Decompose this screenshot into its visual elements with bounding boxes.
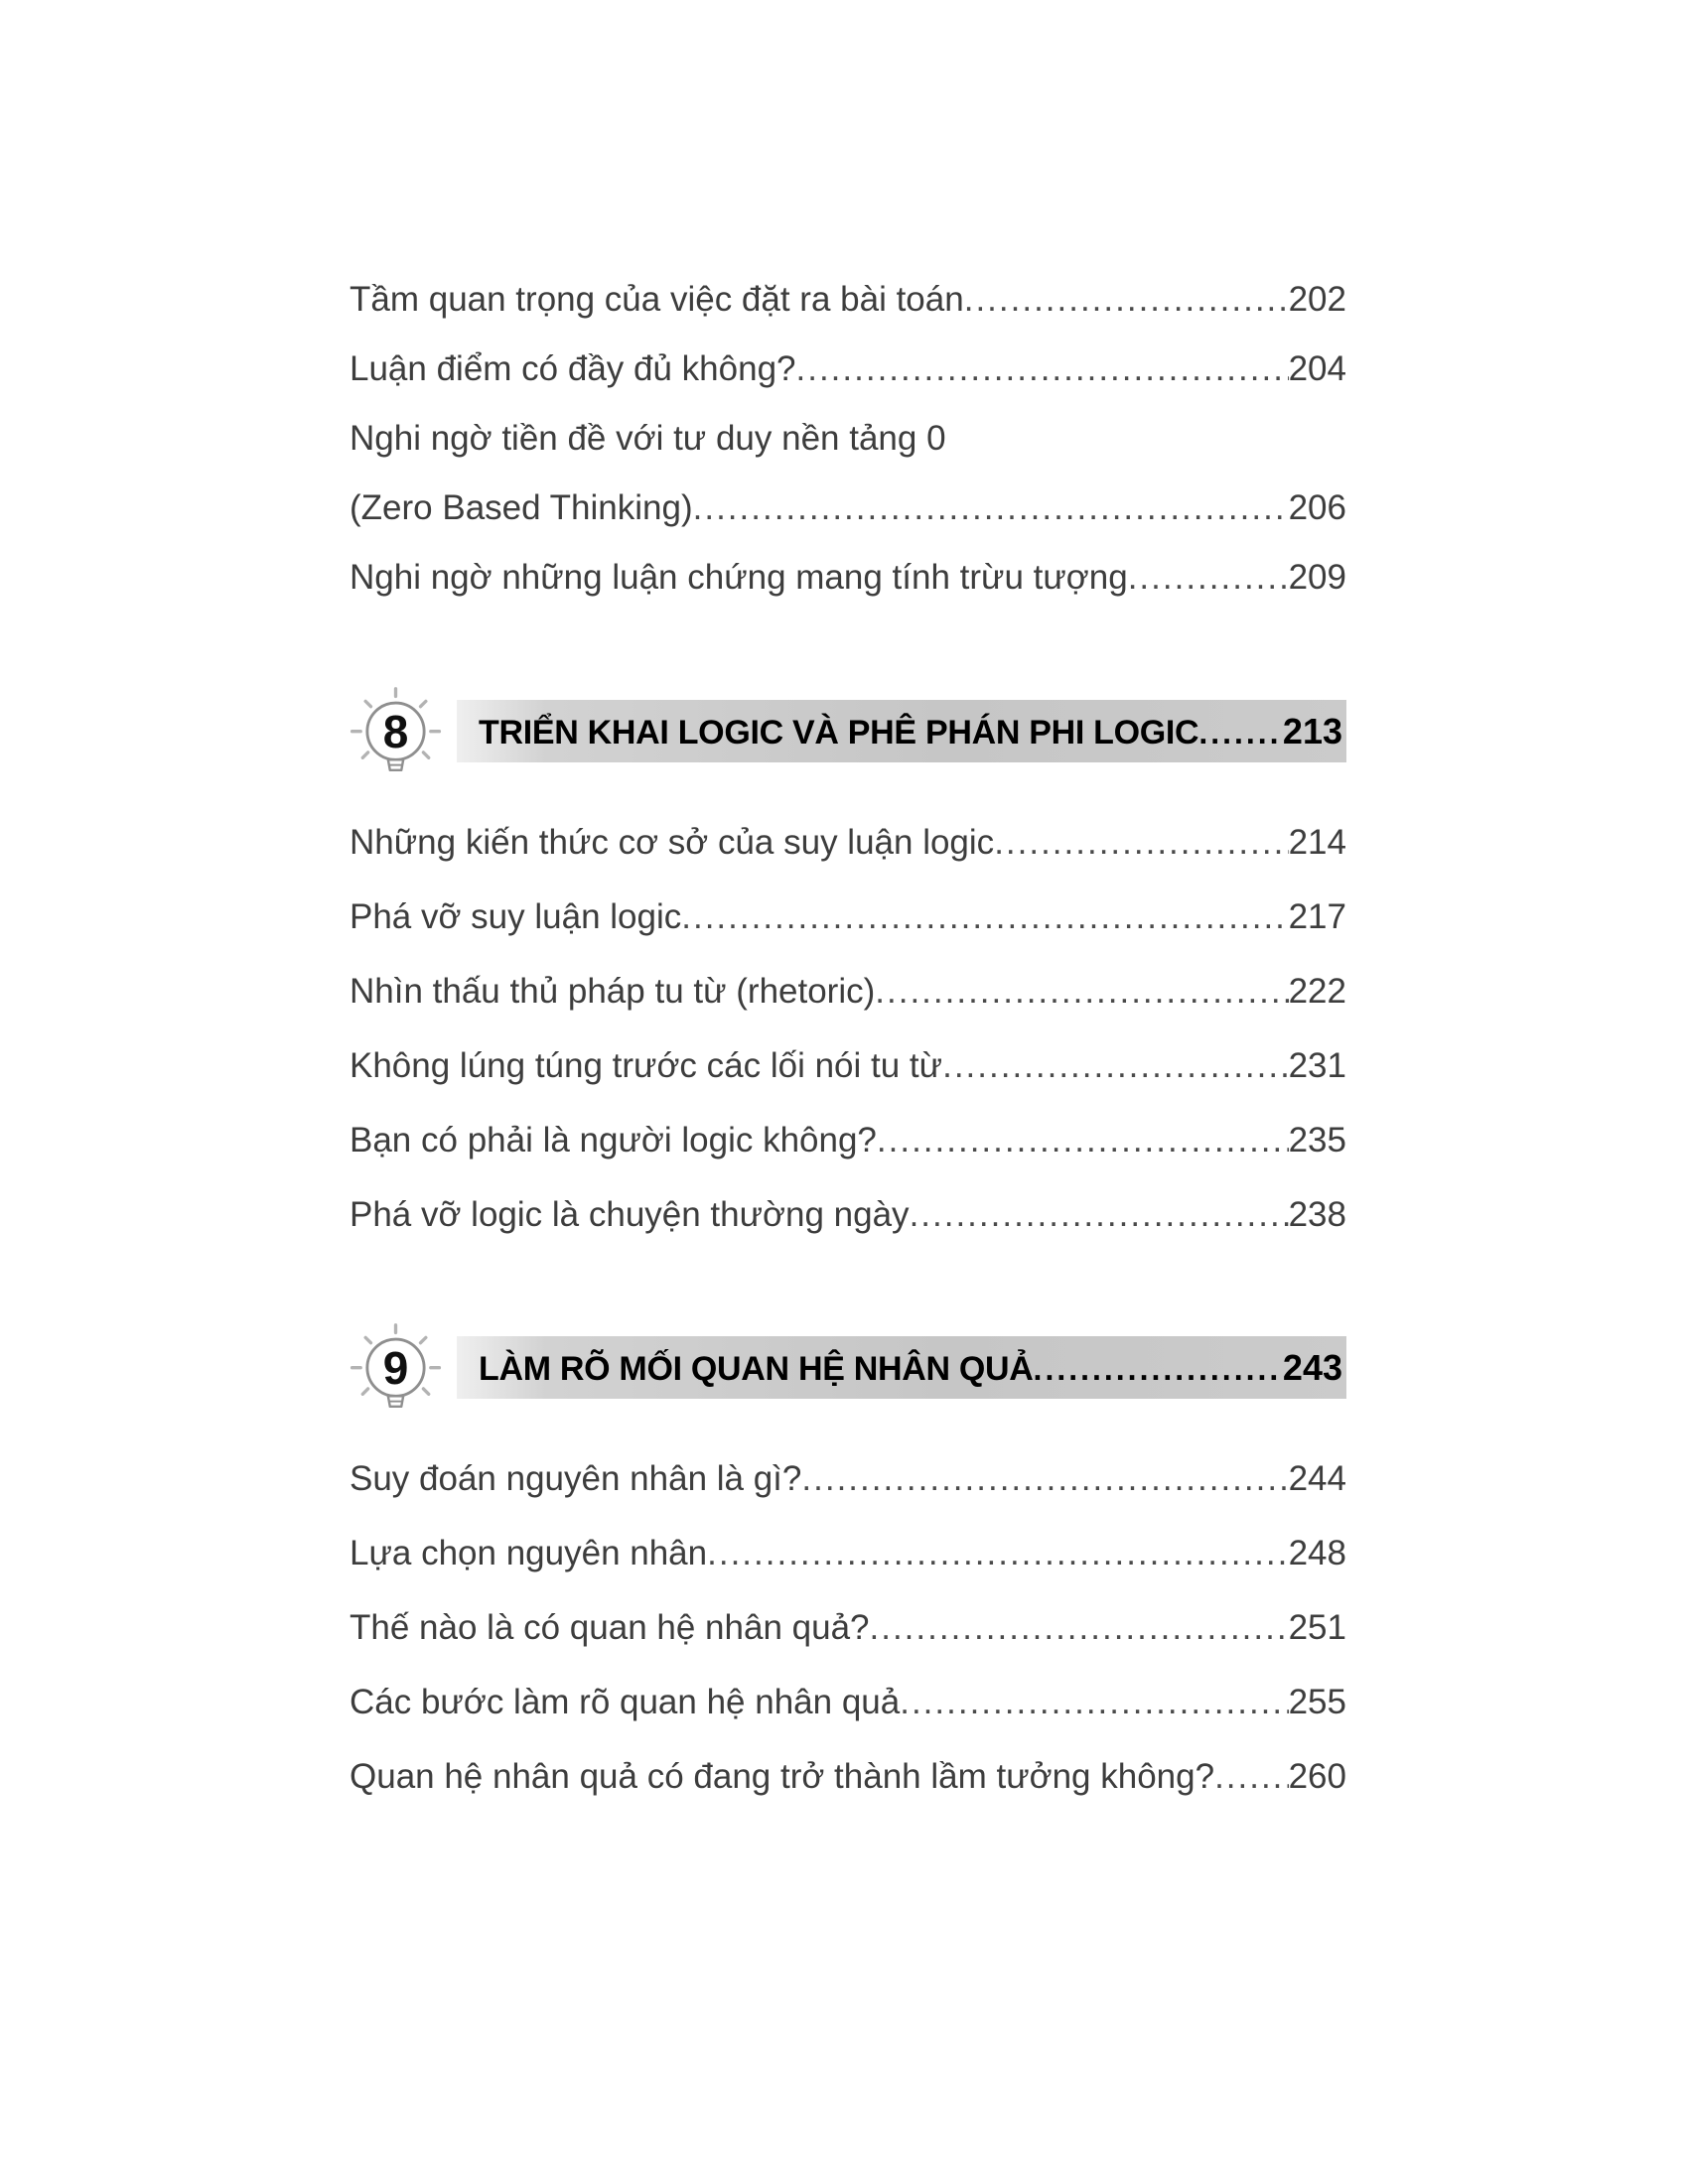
toc-entry-title: Nghi ngờ tiền đề với tư duy nền tảng 0 [350, 419, 946, 458]
toc-entry [350, 1177, 1346, 1252]
toc-entry-title: Nghi ngờ những luận chứng mang tính trừu tượng [350, 558, 1128, 597]
toc-entry [350, 1590, 1346, 1665]
toc-entry [350, 1028, 1346, 1103]
toc-entry-title: Các bước làm rõ quan hệ nhân quả [350, 1683, 901, 1721]
toc-entry-page: 235 [1288, 1121, 1346, 1160]
toc-entry [350, 880, 1346, 954]
toc-entry [350, 1103, 1346, 1177]
toc-entry-title: Lựa chọn nguyên nhân [350, 1534, 708, 1572]
dot-leader [1198, 702, 1283, 764]
toc-entry-title-line2: (Zero Based Thinking) [350, 488, 693, 527]
toc-entry-title: Tầm quan trọng của việc đặt ra bài toán [350, 280, 964, 319]
toc-entry [350, 335, 1346, 404]
toc-entry-title: Phá vỡ suy luận logic [350, 897, 682, 936]
chapter-bar [457, 1336, 1346, 1399]
toc-entry-page: 244 [1288, 1459, 1346, 1498]
toc-entry-title: Phá vỡ logic là chuyện thường ngày [350, 1195, 910, 1234]
toc-entry-page: 222 [1288, 972, 1346, 1011]
toc-content [350, 265, 1346, 1814]
toc-entry-page: 214 [1288, 823, 1346, 862]
dot-leader [942, 1028, 1289, 1103]
chapter-number: 9 [382, 1342, 409, 1394]
toc-entry [350, 805, 1346, 880]
toc-entry-page: 206 [1288, 488, 1346, 527]
toc-section-chapter-9 [350, 1441, 1346, 1814]
toc-section-chapter-8 [350, 805, 1346, 1252]
toc-entry-page: 217 [1288, 897, 1346, 936]
toc-entry-title: Thế nào là có quan hệ nhân quả? [350, 1608, 870, 1647]
chapter-heading [350, 700, 1346, 762]
toc-entry [350, 543, 1346, 613]
dot-leader [707, 1516, 1288, 1590]
dot-leader [1034, 1338, 1283, 1401]
toc-entry [350, 954, 1346, 1028]
dot-leader [964, 265, 1289, 335]
toc-entry-title: Không lúng túng trước các lối nói tu từ [350, 1046, 943, 1085]
dot-leader [875, 954, 1288, 1028]
toc-entry-title: Những kiến thức cơ sở của suy luận logic [350, 823, 995, 862]
toc-entry [350, 265, 1346, 335]
chapter-title: LÀM RÕ MỐI QUAN HỆ NHÂN QUẢ [479, 1350, 1034, 1388]
toc-entry [350, 1441, 1346, 1516]
lightbulb-icon [344, 1320, 448, 1425]
dot-leader [1214, 1739, 1289, 1814]
toc-entry-page: 209 [1288, 558, 1346, 597]
toc-entry [350, 474, 1346, 543]
toc-entry-title: Luận điểm có đầy đủ không? [350, 349, 796, 388]
dot-leader [693, 474, 1289, 543]
toc-entry-title: Suy đoán nguyên nhân là gì? [350, 1459, 802, 1498]
toc-section-pre [350, 265, 1346, 613]
toc-entry [350, 1516, 1346, 1590]
chapter-bar [457, 700, 1346, 762]
toc-entry-page: 260 [1288, 1757, 1346, 1796]
toc-entry [350, 404, 1346, 474]
toc-entry-page: 231 [1288, 1046, 1346, 1085]
toc-entry [350, 1665, 1346, 1739]
toc-entry-page: 255 [1288, 1683, 1346, 1721]
toc-entry-title: Bạn có phải là người logic không? [350, 1121, 877, 1160]
chapter-page: 213 [1282, 711, 1342, 751]
chapter-page: 243 [1282, 1347, 1342, 1388]
chapter-title: TRIỂN KHAI LOGIC VÀ PHÊ PHÁN PHI LOGIC [479, 714, 1199, 751]
toc-entry-page: 248 [1288, 1534, 1346, 1572]
toc-entry-page: 238 [1288, 1195, 1346, 1234]
dot-leader [801, 1441, 1288, 1516]
dot-leader [900, 1665, 1288, 1739]
toc-entry-page: 202 [1288, 280, 1346, 319]
chapter-number: 8 [382, 706, 409, 757]
toc-entry-page: 204 [1288, 349, 1346, 388]
dot-leader [870, 1590, 1289, 1665]
dot-leader [1128, 543, 1289, 613]
toc-entry [350, 1739, 1346, 1814]
toc-entry-title: Nhìn thấu thủ pháp tu từ (rhetoric) [350, 972, 876, 1011]
dot-leader [681, 880, 1288, 954]
dot-leader [910, 1177, 1289, 1252]
toc-entry-title: Quan hệ nhân quả có đang trở thành lầm tưởng không? [350, 1757, 1215, 1796]
dot-leader [796, 335, 1289, 404]
toc-entry-page: 251 [1288, 1608, 1346, 1647]
chapter-heading [350, 1336, 1346, 1399]
dot-leader [877, 1103, 1289, 1177]
lightbulb-icon [344, 684, 448, 788]
dot-leader [994, 805, 1288, 880]
